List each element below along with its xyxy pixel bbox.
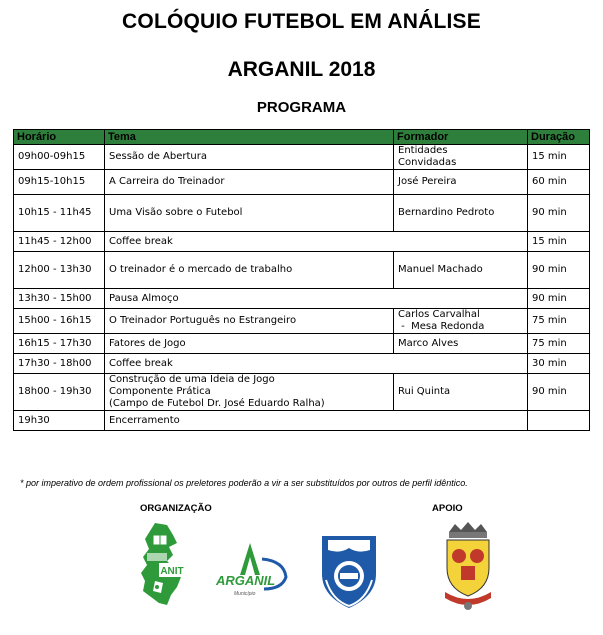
table-row	[14, 289, 590, 309]
column-header-trainer: Formador	[394, 130, 528, 145]
footnote: * por imperativo de ordem profissional os preletores poderão a vir a ser substituídos por outros de perfil idêntico.	[20, 478, 468, 488]
anit-logo	[137, 521, 189, 607]
cell-time: 09h00-09h15	[14, 145, 105, 170]
cell-topic	[105, 411, 528, 431]
trainer-line: Entidades	[398, 145, 448, 156]
document-subtitle-year: ARGANIL 2018	[227, 58, 376, 81]
cell-time: 11h45 - 12h00	[14, 232, 105, 252]
cell-duration: 15 min	[528, 232, 590, 252]
anit-logo-text: ANIT	[160, 566, 184, 577]
topic-line: Uma Visão sobre o Futebol	[109, 207, 243, 218]
arganil-logo-text: ARGANIL	[216, 573, 276, 588]
topic-line: O treinador é o mercado de trabalho	[109, 264, 293, 275]
table-row	[14, 334, 590, 354]
cell-time: 12h00 - 13h30	[14, 252, 105, 289]
topic-line: Componente Prática	[109, 386, 211, 397]
cell-time: 17h30 - 18h00	[14, 354, 105, 374]
cell-trainer	[394, 252, 528, 289]
topic-line: Construção de uma Ideia de Jogo	[109, 374, 275, 385]
cell-topic	[105, 354, 528, 374]
cell-duration: 90 min	[528, 374, 590, 411]
topic-line: A Carreira do Treinador	[109, 176, 225, 187]
trainer-line: Bernardino Pedroto	[398, 207, 495, 218]
program-table-body	[14, 145, 590, 431]
arganil-logo-subtext: Município	[234, 591, 256, 597]
cell-topic	[105, 334, 394, 354]
cell-topic	[105, 195, 394, 232]
table-header-row	[14, 130, 590, 145]
cell-trainer	[394, 170, 528, 195]
topic-line: Encerramento	[109, 414, 180, 426]
cell-trainer	[394, 374, 528, 411]
club-shield-logo	[318, 530, 380, 610]
trainer-line: Carlos Carvalhal	[398, 309, 480, 320]
topic-line: Sessão de Abertura	[109, 151, 207, 162]
trainer-line: Rui Quinta	[398, 386, 451, 397]
cell-time: 19h30	[14, 411, 105, 431]
cell-duration: 60 min	[528, 170, 590, 195]
table-row	[14, 374, 590, 411]
topic-line: O Treinador Português no Estrangeiro	[109, 315, 297, 326]
cell-duration: 90 min	[528, 289, 590, 309]
table-row	[14, 309, 590, 334]
cell-trainer	[394, 334, 528, 354]
cell-time: 13h30 - 15h00	[14, 289, 105, 309]
program-heading: PROGRAMA	[256, 99, 347, 116]
cell-topic	[105, 374, 394, 411]
table-row	[14, 170, 590, 195]
table-row	[14, 354, 590, 374]
trainer-line: - Mesa Redonda	[398, 321, 485, 332]
trainer-line: Marco Alves	[398, 337, 459, 349]
municipal-crest-logo	[441, 522, 495, 614]
topic-line: Pausa Almoço	[109, 292, 179, 304]
topic-line: Coffee break	[109, 235, 173, 247]
trainer-line: Convidadas	[398, 157, 457, 168]
cell-duration	[528, 411, 590, 431]
cell-duration: 75 min	[528, 309, 590, 334]
table-row	[14, 232, 590, 252]
cell-topic	[105, 309, 394, 334]
topic-line: Coffee break	[109, 357, 173, 369]
support-label: APOIO	[432, 503, 463, 514]
cell-duration: 90 min	[528, 252, 590, 289]
topic-line: (Campo de Futebol Dr. José Eduardo Ralha)	[109, 398, 325, 409]
cell-topic	[105, 145, 394, 170]
cell-topic	[105, 289, 528, 309]
trainer-line: José Pereira	[398, 176, 457, 187]
cell-duration: 15 min	[528, 145, 590, 170]
table-row	[14, 195, 590, 232]
document-title: COLÓQUIO FUTEBOL EM ANÁLISE	[122, 10, 481, 33]
column-header-time: Horário	[14, 130, 105, 145]
cell-time: 10h15 - 11h45	[14, 195, 105, 232]
cell-duration: 90 min	[528, 195, 590, 232]
cell-duration: 30 min	[528, 354, 590, 374]
organization-label: ORGANIZAÇÃO	[140, 503, 212, 514]
table-row	[14, 411, 590, 431]
table-row	[14, 252, 590, 289]
column-header-duration: Duração	[528, 130, 590, 145]
cell-time: 18h00 - 19h30	[14, 374, 105, 411]
cell-time: 16h15 - 17h30	[14, 334, 105, 354]
program-table	[13, 129, 590, 431]
arganil-municipality-logo	[212, 539, 290, 601]
cell-time: 09h15-10h15	[14, 170, 105, 195]
table-row	[14, 145, 590, 170]
cell-topic	[105, 170, 394, 195]
cell-trainer	[394, 309, 528, 334]
cell-duration: 75 min	[528, 334, 590, 354]
topic-line: Fatores de Jogo	[109, 337, 186, 349]
trainer-line: Manuel Machado	[398, 264, 483, 275]
cell-topic	[105, 252, 394, 289]
column-header-topic: Tema	[105, 130, 394, 145]
cell-trainer	[394, 145, 528, 170]
cell-trainer	[394, 195, 528, 232]
cell-topic	[105, 232, 528, 252]
cell-time: 15h00 - 16h15	[14, 309, 105, 334]
